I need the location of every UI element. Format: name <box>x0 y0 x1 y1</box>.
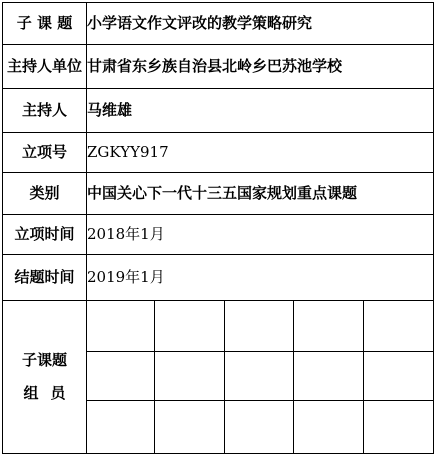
project-info-table <box>2 2 434 454</box>
host-unit-label: 主持人单位 <box>3 45 87 89</box>
approval-date-row <box>3 215 434 255</box>
category-row <box>3 173 434 215</box>
subtopic-label: 子 课 题 <box>3 3 87 45</box>
members-label-line1: 子课题 <box>21 351 67 369</box>
member-cell <box>87 301 155 352</box>
members-label <box>3 301 87 454</box>
category-label: 类别 <box>3 173 87 215</box>
project-number-label: 立项号 <box>3 133 87 173</box>
member-cell <box>364 352 434 401</box>
member-cell <box>225 401 294 454</box>
host-unit-row <box>3 45 434 89</box>
project-number-row <box>3 133 434 173</box>
host-label: 主持人 <box>3 89 87 133</box>
approval-date-value: 2018年1月 <box>87 215 434 255</box>
member-cell <box>294 401 364 454</box>
member-cell <box>364 401 434 454</box>
host-unit-value: 甘肃省东乡族自治县北岭乡巴苏池学校 <box>87 45 434 89</box>
members-label-line2: 组员 <box>23 384 78 402</box>
subtopic-row <box>3 3 434 45</box>
member-cell <box>155 301 225 352</box>
completion-date-value: 2019年1月 <box>87 255 434 301</box>
member-cell <box>225 352 294 401</box>
member-cell <box>294 352 364 401</box>
project-number-value: ZGKYY917 <box>87 133 434 173</box>
member-cell <box>87 401 155 454</box>
member-cell <box>87 352 155 401</box>
member-cell <box>225 301 294 352</box>
completion-date-label: 结题时间 <box>3 255 87 301</box>
category-value: 中国关心下一代十三五国家规划重点课题 <box>87 173 434 215</box>
host-value: 马维雄 <box>87 89 434 133</box>
completion-date-row <box>3 255 434 301</box>
member-cell <box>155 401 225 454</box>
members-row-1 <box>3 301 434 352</box>
approval-date-label: 立项时间 <box>3 215 87 255</box>
subtopic-value: 小学语文作文评改的教学策略研究 <box>87 3 434 45</box>
member-cell <box>294 301 364 352</box>
member-cell <box>364 301 434 352</box>
host-row <box>3 89 434 133</box>
member-cell <box>155 352 225 401</box>
